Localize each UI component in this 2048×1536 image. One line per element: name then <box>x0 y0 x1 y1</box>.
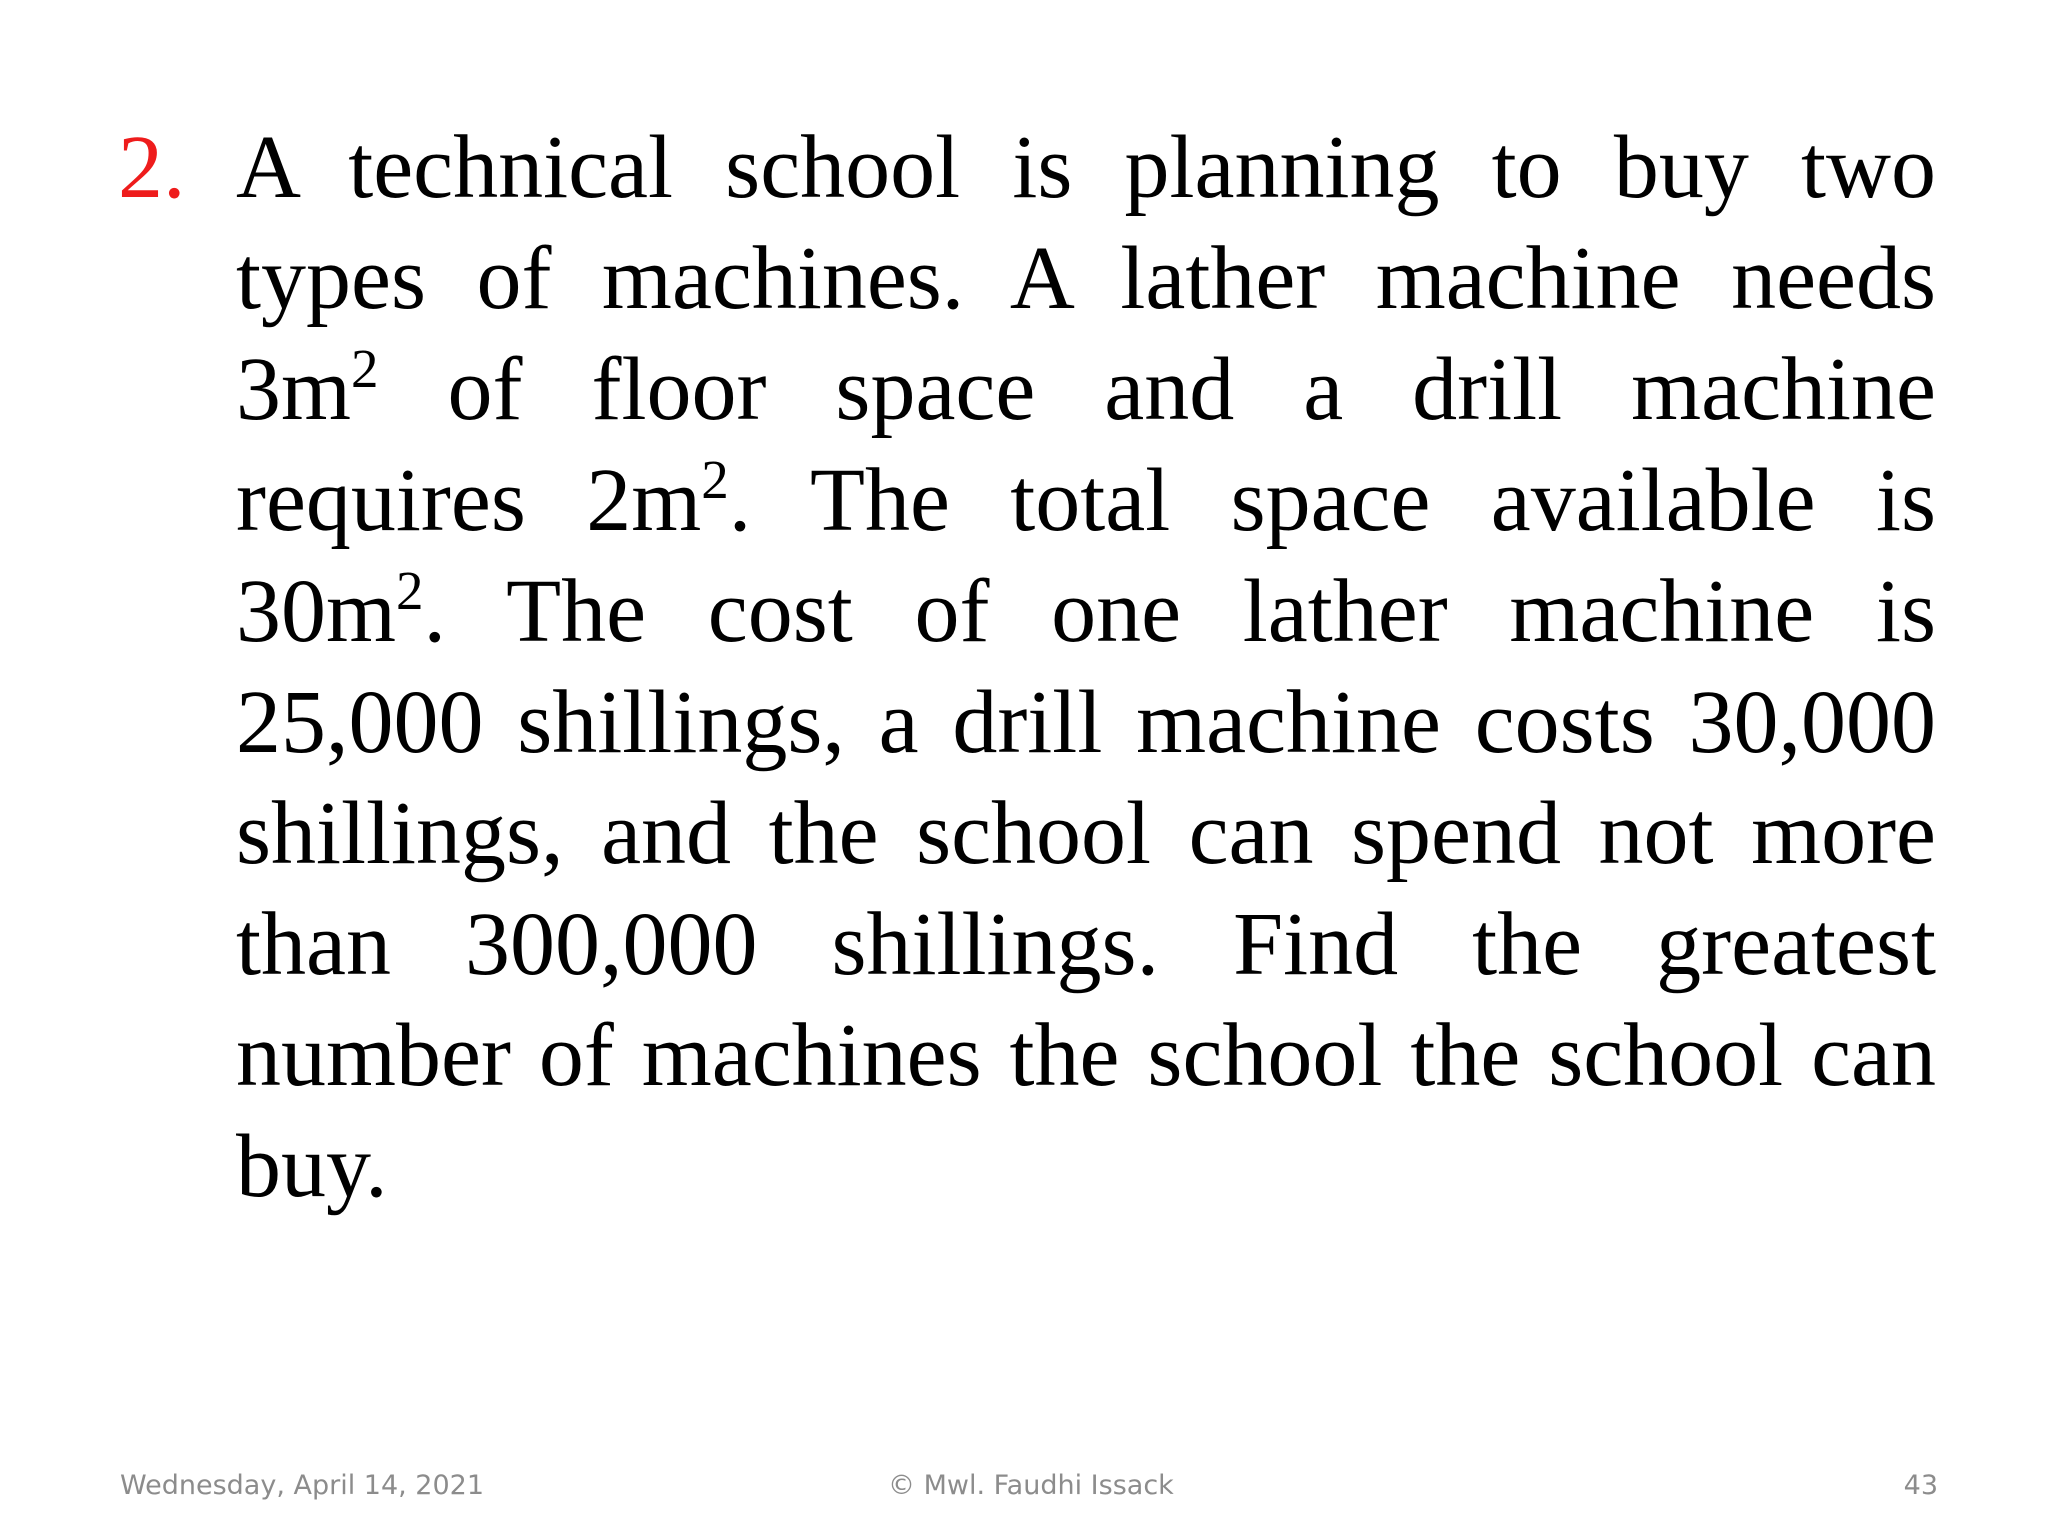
question-number: 2. <box>118 118 186 217</box>
question-line-7: shillings, and the school can spend not more <box>236 784 1936 883</box>
superscript-2: 2 <box>701 449 729 510</box>
question-line-4 <box>236 445 1936 556</box>
footer-author: © Mwl. Faudhi Issack <box>888 1470 1174 1501</box>
question-line-6: 25,000 shillings, a drill machine costs 30,000 <box>236 673 1936 772</box>
line-4-pre: requires 2m <box>236 451 702 550</box>
question-text <box>236 112 1936 1222</box>
line-5-pre: 30m <box>236 562 397 661</box>
question-line-8: than 300,000 shillings. Find the greatest <box>236 895 1936 994</box>
question-line-9: number of machines the school the school can <box>236 1006 1936 1105</box>
question-line-1: A technical school is planning to buy two <box>236 118 1936 217</box>
superscript-2: 2 <box>396 560 424 621</box>
line-3-post: of floor space and a drill machine <box>378 340 1936 439</box>
question-block <box>118 112 1938 1222</box>
line-3-pre: 3m <box>236 340 352 439</box>
line-5-post: . The cost of one lather machine is <box>423 562 1936 661</box>
question-line-2: types of machines. A lather machine needs <box>236 229 1936 328</box>
superscript-2: 2 <box>351 338 379 399</box>
question-line-3 <box>236 334 1936 445</box>
question-line-5 <box>236 556 1936 667</box>
footer-date: Wednesday, April 14, 2021 <box>120 1470 485 1501</box>
question-line-10: buy. <box>236 1117 388 1216</box>
footer-page-number: 43 <box>1903 1470 1938 1501</box>
line-4-post: . The total space available is <box>728 451 1936 550</box>
